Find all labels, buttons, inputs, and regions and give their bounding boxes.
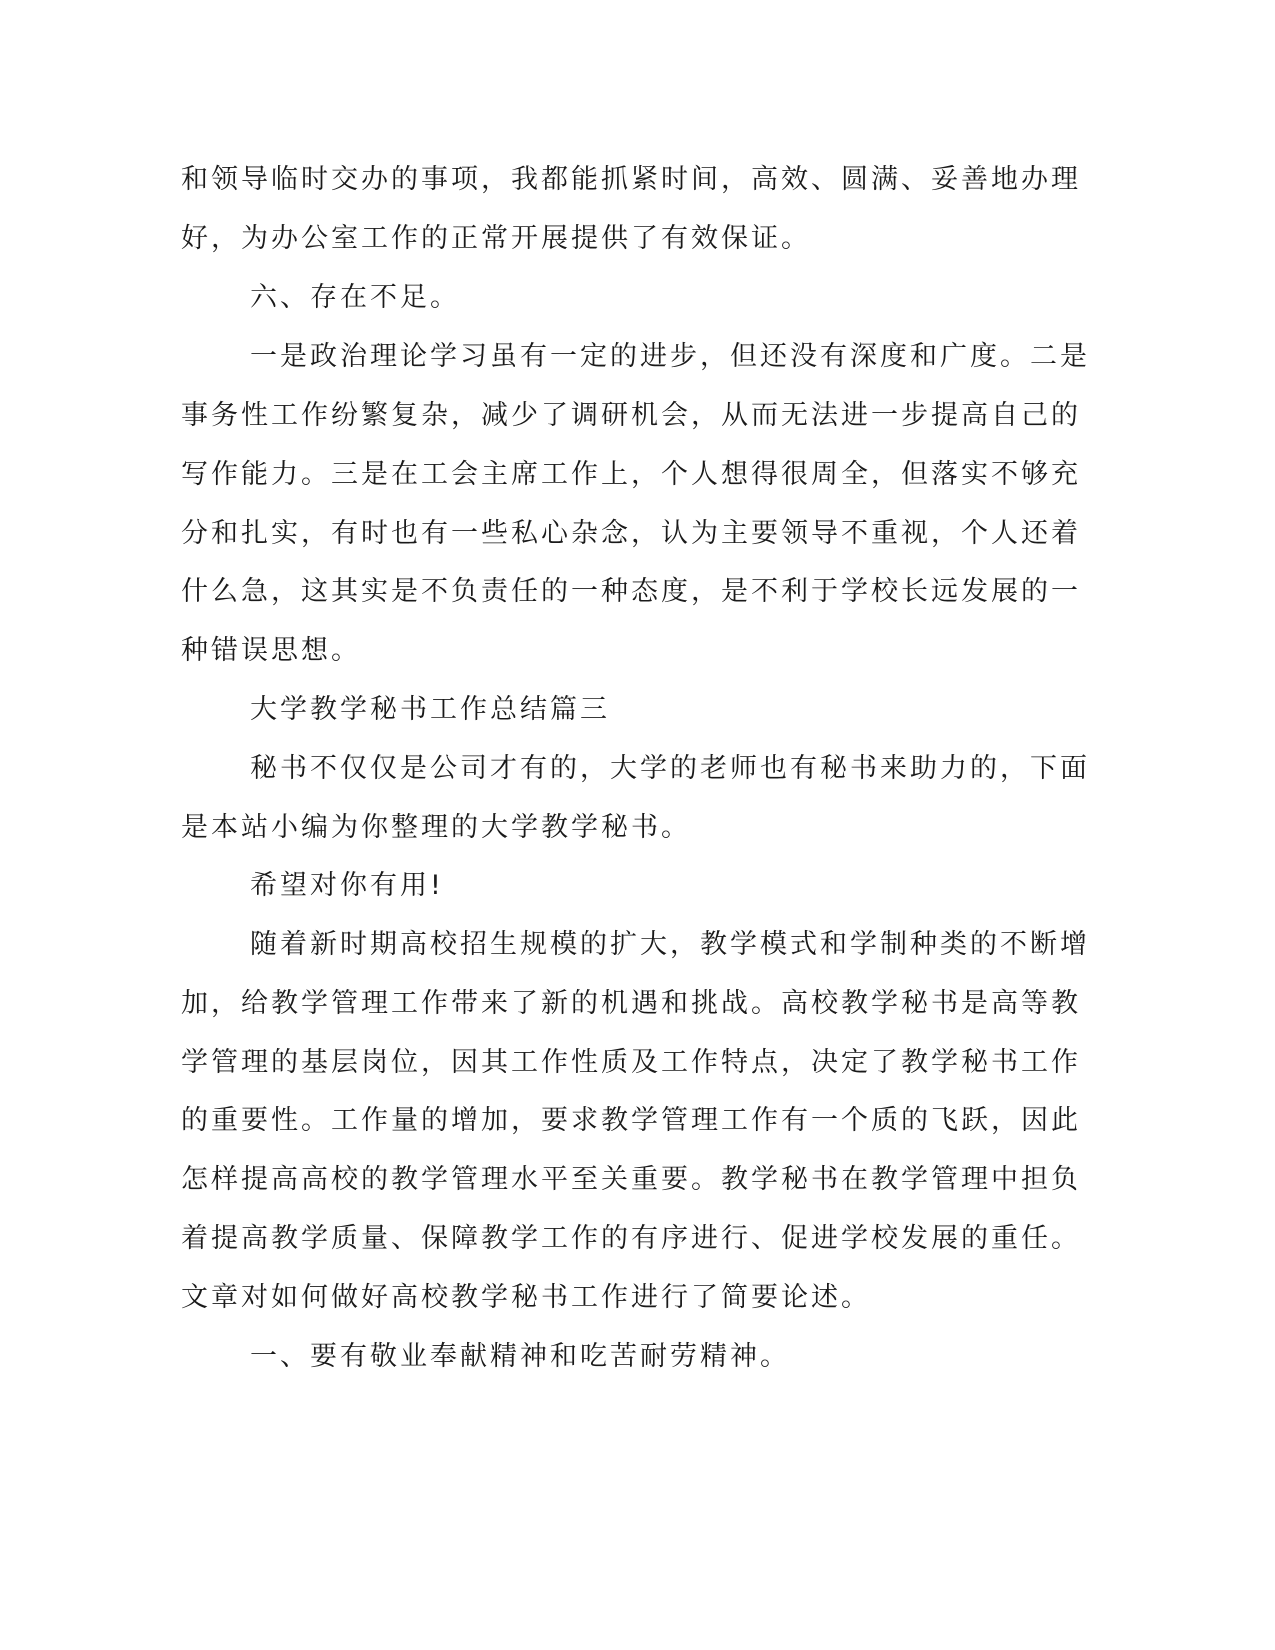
line-text: 种错误思想。 (181, 635, 361, 666)
text-line (0, 1041, 1275, 1085)
line-text: 和领导临时交办的事项，我都能抓紧时间，高效、圆满、妥善地办理 (181, 164, 1081, 195)
line-text: 一、要有敬业奉献精神和吃苦耐劳精神。 (250, 1341, 790, 1372)
line-text: 分和扎实，有时也有一些私心杂念，认为主要领导不重视，个人还着 (181, 518, 1081, 549)
line-text: 的重要性。工作量的增加，要求教学管理工作有一个质的飞跃，因此 (181, 1105, 1081, 1136)
text-line (0, 1217, 1275, 1261)
line-text: 文章对如何做好高校教学秘书工作进行了简要论述。 (181, 1282, 871, 1313)
text-line (0, 217, 1275, 261)
line-text: 写作能力。三是在工会主席工作上，个人想得很周全，但落实不够充 (181, 459, 1081, 490)
text-line (0, 629, 1275, 673)
text-line (0, 923, 1275, 967)
section-heading (0, 1335, 1275, 1379)
text-line (0, 1099, 1275, 1143)
line-text: 事务性工作纷繁复杂，减少了调研机会，从而无法进一步提高自己的 (181, 400, 1081, 431)
line-text: 怎样提高高校的教学管理水平至关重要。教学秘书在教学管理中担负 (181, 1164, 1081, 1195)
text-line (0, 864, 1275, 908)
line-text: 着提高教学质量、保障教学工作的有序进行、促进学校发展的重任。 (181, 1223, 1081, 1254)
text-line (0, 1276, 1275, 1320)
line-text: 一是政治理论学习虽有一定的进步，但还没有深度和广度。二是 (250, 341, 1090, 372)
text-line (0, 747, 1275, 791)
line-text: 什么急，这其实是不负责任的一种态度，是不利于学校长远发展的一 (181, 576, 1081, 607)
section-heading (0, 276, 1275, 320)
text-line (0, 335, 1275, 379)
line-text: 学管理的基层岗位，因其工作性质及工作特点，决定了教学秘书工作 (181, 1047, 1081, 1078)
line-text: 希望对你有用! (250, 870, 444, 901)
section-title (0, 688, 1275, 732)
line-text: 六、存在不足。 (250, 282, 460, 313)
text-line (0, 158, 1275, 202)
text-line (0, 512, 1275, 556)
text-line (0, 982, 1275, 1026)
line-text: 秘书不仅仅是公司才有的，大学的老师也有秘书来助力的，下面 (250, 753, 1090, 784)
line-text: 加，给教学管理工作带来了新的机遇和挑战。高校教学秘书是高等教 (181, 988, 1081, 1019)
line-text: 好，为办公室工作的正常开展提供了有效保证。 (181, 223, 811, 254)
line-text: 随着新时期高校招生规模的扩大，教学模式和学制种类的不断增 (250, 929, 1090, 960)
text-line (0, 453, 1275, 497)
text-line (0, 570, 1275, 614)
text-line (0, 806, 1275, 850)
line-text: 大学教学秘书工作总结篇三 (250, 694, 610, 725)
text-line (0, 1158, 1275, 1202)
line-text: 是本站小编为你整理的大学教学秘书。 (181, 812, 691, 843)
text-line (0, 394, 1275, 438)
